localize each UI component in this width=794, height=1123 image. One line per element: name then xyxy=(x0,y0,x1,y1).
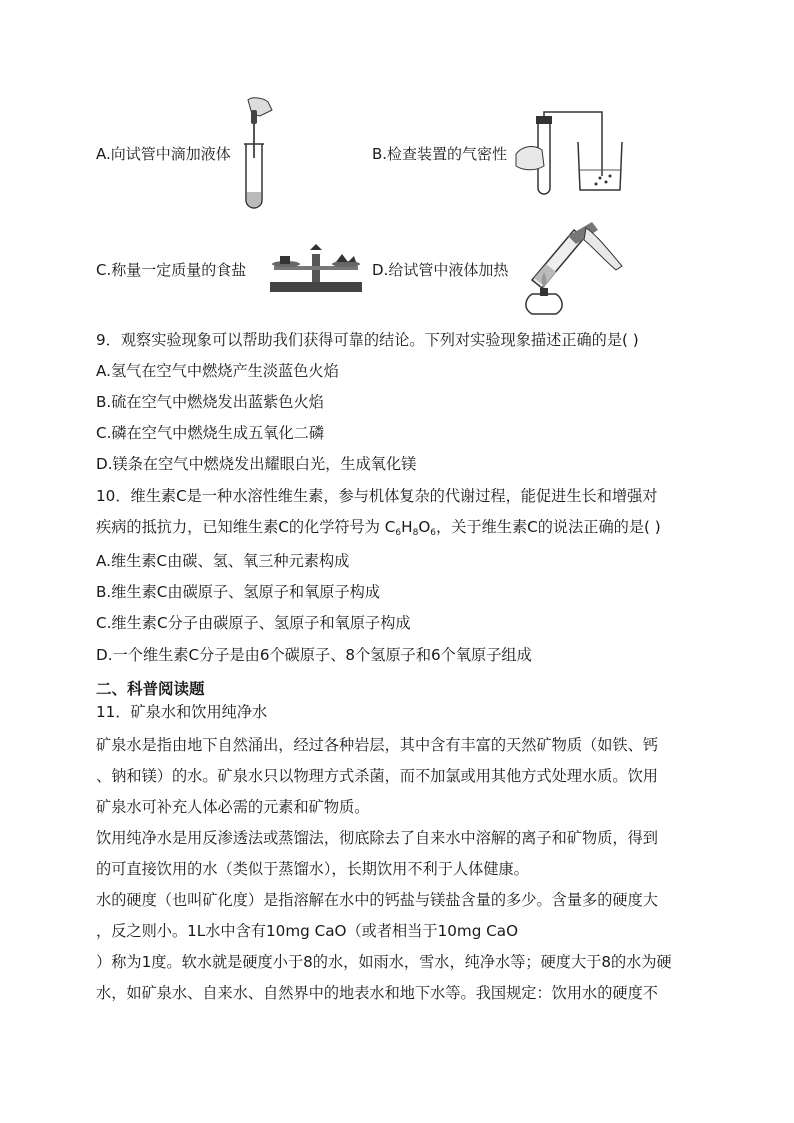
section-heading: 二、科普阅读题 xyxy=(96,680,205,698)
q8-option-c: C.称量一定质量的食盐 xyxy=(96,261,247,279)
q11-title: 11．矿泉水和饮用纯净水 xyxy=(96,703,268,721)
paragraph-line: 水，如矿泉水、自来水、自然界中的地表水和地下水等。我国规定：饮用水的硬度不 xyxy=(96,984,658,1002)
paragraph-line: 矿泉水可补充人体必需的元素和矿物质。 xyxy=(96,798,370,816)
q10-stem-line2: 疾病的抵抗力，已知维生素C的化学符号为 $C_6H_8O_6$，关于维生素C的说法正确的是( ) xyxy=(96,518,661,538)
q10-stem-line1: 10．维生素C是一种水溶性维生素，参与机体复杂的代谢过程，能促进生长和增强对 xyxy=(96,487,658,505)
q9-option-d: D.镁条在空气中燃烧发出耀眼白光，生成氧化镁 xyxy=(96,455,417,473)
paragraph-line: ）称为1度。软水就是硬度小于8的水，如雨水，雪水，纯净水等；硬度大于8的水为硬 xyxy=(96,953,672,971)
q8-option-d: D.给试管中液体加热 xyxy=(372,261,509,279)
q10-option-a: A.维生素C由碳、氢、氧三种元素构成 xyxy=(96,552,350,570)
paragraph-line: ，反之则小。1L水中含有10mg CaO（或者相当于10mg CaO xyxy=(96,922,519,940)
airtightness-check-illustration xyxy=(516,110,626,198)
q8-option-b: B.检查装置的气密性 xyxy=(372,145,508,163)
q10-option-d: D.一个维生素C分子是由6个碳原子、8个氢原子和6个氧原子组成 xyxy=(96,646,532,664)
heating-test-tube-illustration xyxy=(512,218,624,320)
q8-option-a: A.向试管中滴加液体 xyxy=(96,145,231,163)
q9-option-b: B.硫在空气中燃烧发出蓝紫色火焰 xyxy=(96,393,324,411)
q9-option-c: C.磷在空气中燃烧生成五氧化二磷 xyxy=(96,424,325,442)
q9-option-a: A.氢气在空气中燃烧产生淡蓝色火焰 xyxy=(96,362,339,380)
q10-option-c: C.维生素C分子由碳原子、氢原子和氧原子构成 xyxy=(96,614,411,632)
paragraph-line: 的可直接饮用的水（类似于蒸馏水），长期饮用不利于人体健康。 xyxy=(96,860,529,878)
paragraph-line: 矿泉水是指由地下自然涌出，经过各种岩层，其中含有丰富的天然矿物质（如铁、钙 xyxy=(96,736,658,754)
paragraph-line: 水的硬度（也叫矿化度）是指溶解在水中的钙盐与镁盐含量的多少。含量多的硬度大 xyxy=(96,891,658,909)
q10-option-b: B.维生素C由碳原子、氢原子和氧原子构成 xyxy=(96,583,381,601)
balance-scale-illustration xyxy=(264,244,368,296)
paragraph-line: 、钠和镁）的水。矿泉水只以物理方式杀菌，而不加氯或用其他方式处理水质。饮用 xyxy=(96,767,658,785)
dropper-test-tube-illustration xyxy=(238,96,278,210)
q9-stem: 9．观察实验现象可以帮助我们获得可靠的结论。下列对实验现象描述正确的是( ) xyxy=(96,331,639,349)
paragraph-line: 饮用纯净水是用反渗透法或蒸馏法，彻底除去了自来水中溶解的离子和矿物质，得到 xyxy=(96,829,658,847)
